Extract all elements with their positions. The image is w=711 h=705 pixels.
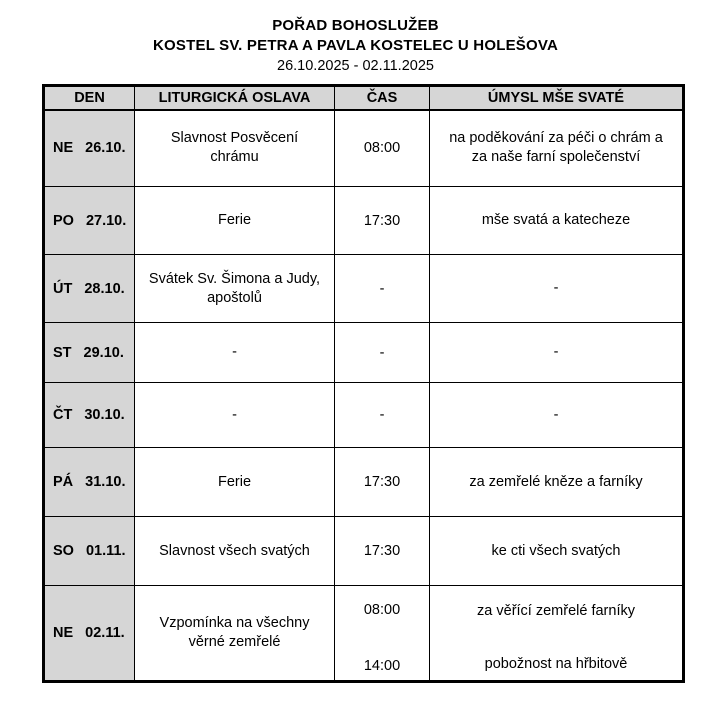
day-date: 01.11.: [85, 543, 126, 559]
intention-cell: za zemřelé kněze a farníky: [430, 448, 684, 517]
day-abbrev: NE: [53, 625, 74, 641]
intention-cell: na poděkování za péči o chrám a za naše farní společenství: [430, 110, 684, 187]
table-row: [44, 255, 684, 323]
day-abbrev: PO: [53, 212, 74, 229]
intention-cell: ke cti všech svatých: [430, 517, 684, 586]
day-date: 27.10.: [85, 212, 127, 229]
celebration-cell: Vzpomínka na všechny věrné zemřelé: [135, 586, 335, 682]
celebration-cell: Ferie: [135, 448, 335, 517]
time-cell: -: [335, 383, 430, 448]
intention-cell: -: [430, 383, 684, 448]
day-abbrev: NE: [53, 140, 74, 157]
header-time: ČAS: [335, 86, 430, 110]
day-date: 29.10.: [83, 344, 124, 361]
time-first: 08:00: [363, 602, 401, 618]
day-abbrev: SO: [53, 543, 74, 559]
page-title: POŘAD BOHOSLUŽEB: [272, 17, 439, 34]
header-row: [44, 86, 684, 110]
intention-cell: -: [430, 255, 684, 323]
intention-cell: [430, 586, 684, 682]
celebration-cell: -: [135, 323, 335, 383]
time-cell: [335, 586, 430, 682]
intention-cell: mše svatá a katecheze: [430, 187, 684, 255]
time-cell: 17:30: [335, 448, 430, 517]
day-date: 26.10.: [85, 140, 126, 157]
intention-second: pobožnost na hřbitově: [484, 656, 628, 672]
time-cell: -: [335, 323, 430, 383]
day-cell: [44, 586, 135, 682]
day-cell: [44, 383, 135, 448]
day-abbrev: ST: [53, 344, 72, 361]
celebration-cell: Ferie: [135, 187, 335, 255]
header-celebration: LITURGICKÁ OSLAVA: [135, 86, 335, 110]
day-cell: [44, 323, 135, 383]
intention-cell: -: [430, 323, 684, 383]
day-cell: [44, 448, 135, 517]
table-row: [44, 586, 684, 682]
table-row: [44, 110, 684, 187]
day-abbrev: ČT: [53, 407, 73, 423]
title-block: [0, 0, 711, 76]
header-day: DEN: [44, 86, 135, 110]
table-row: [44, 323, 684, 383]
day-date: 31.10.: [85, 474, 126, 490]
day-date: 02.11.: [85, 625, 125, 641]
date-range: 26.10.2025 - 02.11.2025: [277, 58, 434, 74]
day-abbrev: ÚT: [53, 280, 73, 297]
day-cell: [44, 187, 135, 255]
table-row: [44, 517, 684, 586]
time-second: 14:00: [363, 658, 401, 674]
celebration-cell: Svátek Sv. Šimona a Judy, apoštolů: [135, 255, 335, 323]
page-subtitle: KOSTEL SV. PETRA A PAVLA KOSTELEC U HOLEŠOVA: [153, 37, 558, 54]
celebration-cell: -: [135, 383, 335, 448]
time-cell: 17:30: [335, 517, 430, 586]
day-abbrev: PÁ: [53, 474, 74, 490]
time-cell: 17:30: [335, 187, 430, 255]
intention-first: za věřící zemřelé farníky: [477, 603, 635, 619]
time-cell: 08:00: [335, 110, 430, 187]
table-row: [44, 383, 684, 448]
mass-schedule-table: [42, 84, 685, 683]
table-row: [44, 448, 684, 517]
celebration-cell: Slavnost Posvěcení chrámu: [135, 110, 335, 187]
day-date: 28.10.: [84, 280, 125, 297]
day-cell: [44, 255, 135, 323]
day-date: 30.10.: [84, 407, 125, 423]
time-cell: -: [335, 255, 430, 323]
header-intention: ÚMYSL MŠE SVATÉ: [430, 86, 684, 110]
day-cell: [44, 110, 135, 187]
table-row: [44, 187, 684, 255]
day-cell: [44, 517, 135, 586]
celebration-cell: Slavnost všech svatých: [135, 517, 335, 586]
